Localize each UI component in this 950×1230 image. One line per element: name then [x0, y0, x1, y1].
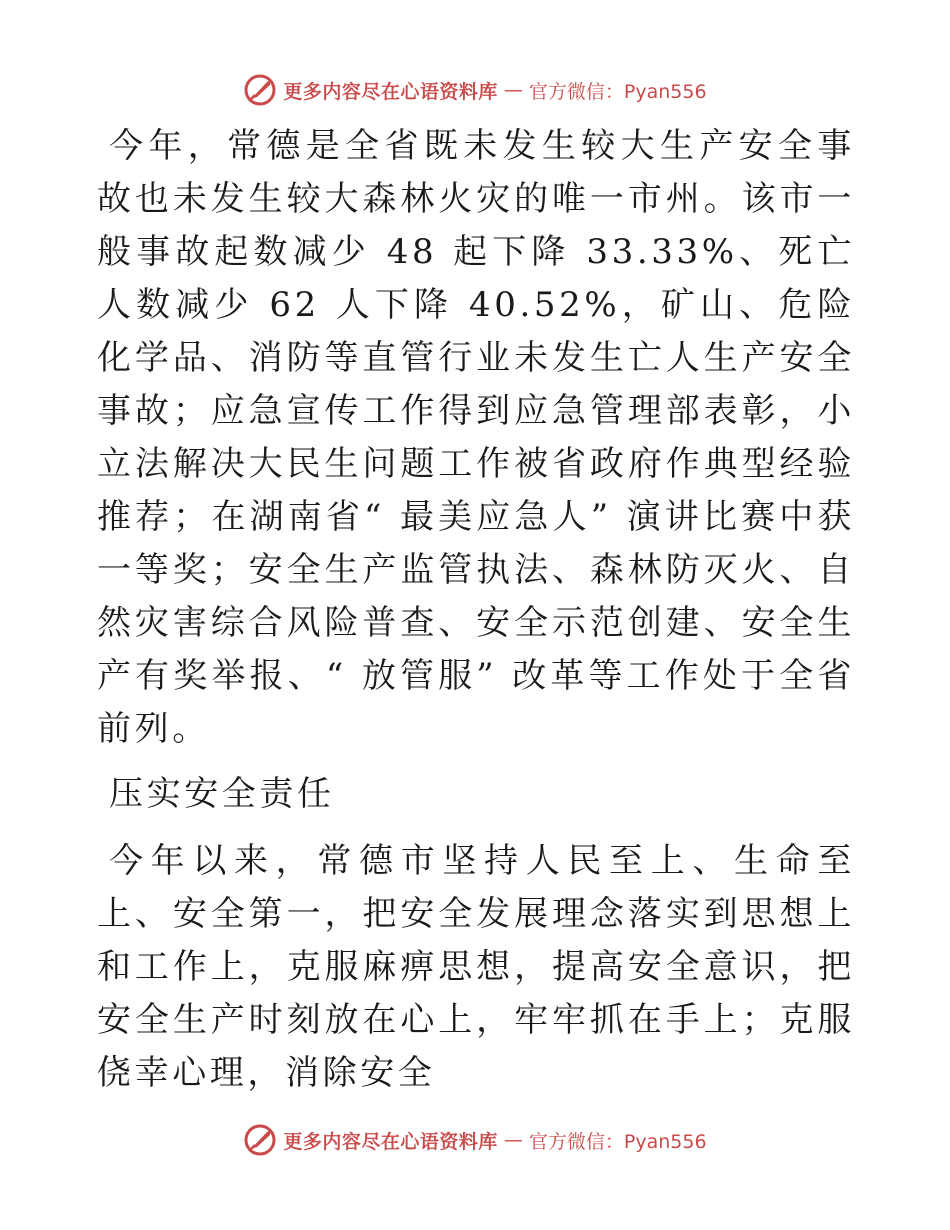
watermark-footer	[0, 1120, 950, 1160]
watermark-main-text: 更多内容尽在心语资料库	[283, 80, 498, 103]
watermark-main-text: 更多内容尽在心语资料库	[283, 1130, 498, 1153]
paragraph-achievements: 今年，常德是全省既未发生较大生产安全事故也未发生较大森林火灾的唯一市州。该市一般事故起数减少 48 起下降 33.33%、死亡人数减少 62 人下降 40.52%，矿山、危险化学品、消防等直管行业未发生亡人生产安全事故；应急宣传工作得到应急管理部表彰，小立法解决大民生问题工作被省政府作典型经验推荐；在湖南省“ 最美应急人” 演讲比赛中获一等奖；安全生产监管执法、森林防灭火、自然灾害综合风险普查、安全示范创建、安全生产有奖举报、“ 放管服” 改革等工作处于全省前列。	[97, 126, 855, 749]
section-heading: 压实安全责任	[109, 774, 335, 814]
paragraph-responsibility: 今年以来，常德市坚持人民至上、生命至上、安全第一，把安全发展理念落实到思想上和工作上，克服麻痹思想，提高安全意识，把安全生产时刻放在心上，牢牢抓在手上；克服侥幸心理，消除安全	[97, 841, 855, 1093]
watermark-separator: —	[503, 1129, 523, 1151]
watermark-sub-text: 官方微信：Pyan556	[528, 1130, 707, 1153]
feather-logo-icon	[243, 73, 277, 107]
watermark-sub-text: 官方微信：Pyan556	[528, 80, 707, 103]
document-body	[97, 120, 855, 1100]
watermark-separator: —	[503, 79, 523, 101]
feather-logo-icon	[243, 1123, 277, 1157]
watermark-header	[0, 70, 950, 110]
